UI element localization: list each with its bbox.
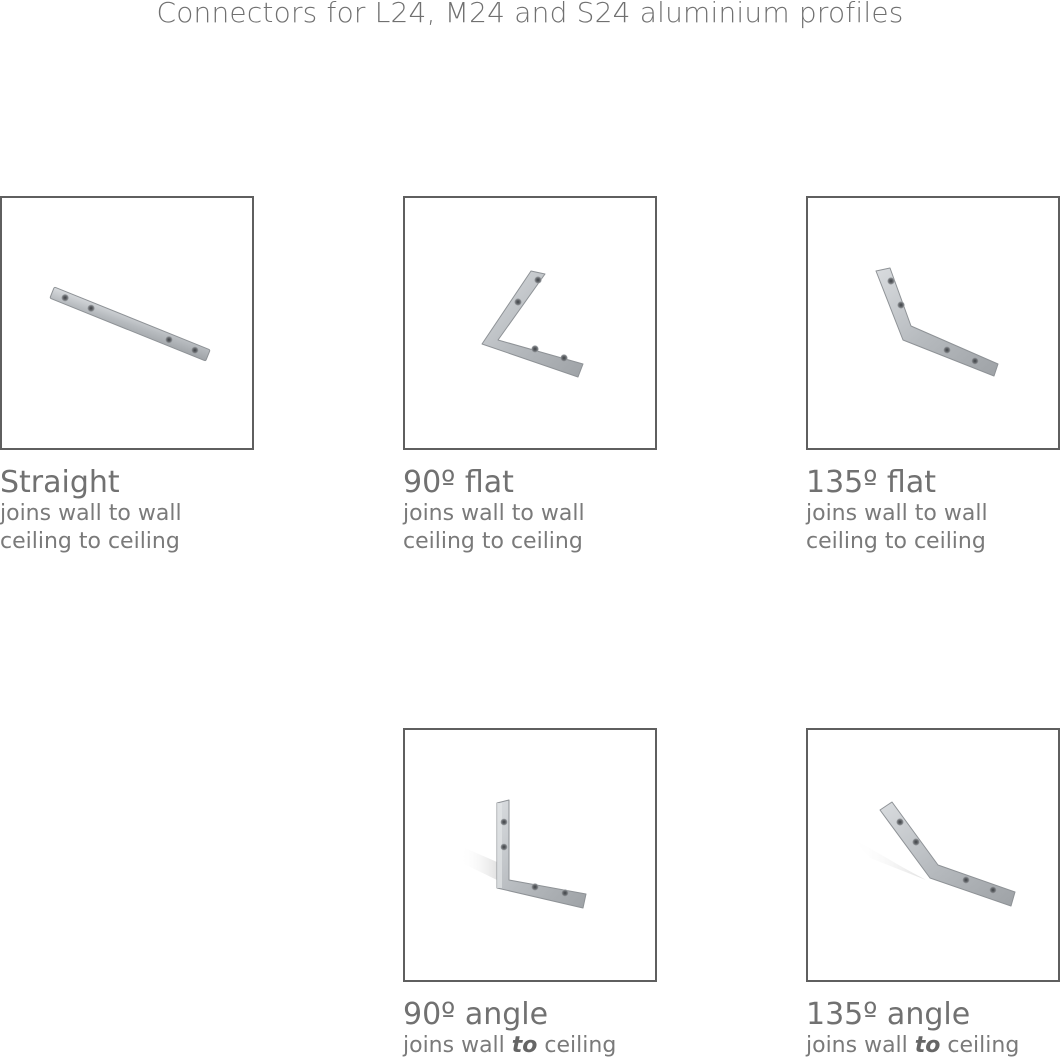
connector-desc-line-2: ceiling to ceiling [806, 529, 986, 554]
flat-135-connector-icon [808, 198, 1058, 448]
connector-image-frame [806, 196, 1060, 450]
connector-card-135-flat [806, 196, 1060, 556]
angle-135-connector-icon [808, 730, 1058, 980]
connector-name: 90º flat [403, 465, 514, 500]
connector-name: Straight [0, 465, 120, 500]
angle-90-connector-icon [405, 730, 655, 980]
connector-desc-line-1: joins wall to wall [0, 501, 182, 526]
connector-name: 90º angle [403, 997, 549, 1032]
connector-image-frame [0, 196, 254, 450]
connector-desc-line-1 [403, 1032, 657, 1060]
connector-card-90-angle [403, 728, 657, 1060]
straight-connector-icon [2, 198, 252, 448]
page-title: Connectors for L24, M24 and S24 aluminium profiles [156, 0, 904, 29]
connector-card-135-angle [806, 728, 1060, 1060]
connector-image-frame [806, 728, 1060, 982]
connector-desc-emphasis: to [511, 1033, 538, 1058]
connector-card-straight [0, 196, 254, 556]
connector-desc-line-2: ceiling to ceiling [403, 529, 583, 554]
connector-desc-prefix: joins wall [403, 1033, 512, 1058]
connector-card-90-flat [403, 196, 657, 556]
connector-name: 135º angle [806, 997, 971, 1032]
connector-name: 135º flat [806, 465, 936, 500]
connector-desc-line-1 [806, 1032, 1060, 1060]
connector-image-frame [403, 196, 657, 450]
connector-desc-line-1: joins wall to wall [403, 501, 585, 526]
connector-desc-line-1: joins wall to wall [806, 501, 988, 526]
connector-desc-emphasis: to [914, 1033, 941, 1058]
connector-desc-suffix: ceiling [940, 1033, 1020, 1058]
connector-image-frame [403, 728, 657, 982]
connector-desc-suffix: ceiling [537, 1033, 617, 1058]
flat-90-connector-icon [405, 198, 655, 448]
connector-desc-prefix: joins wall [806, 1033, 915, 1058]
connector-desc-line-2: ceiling to ceiling [0, 529, 180, 554]
